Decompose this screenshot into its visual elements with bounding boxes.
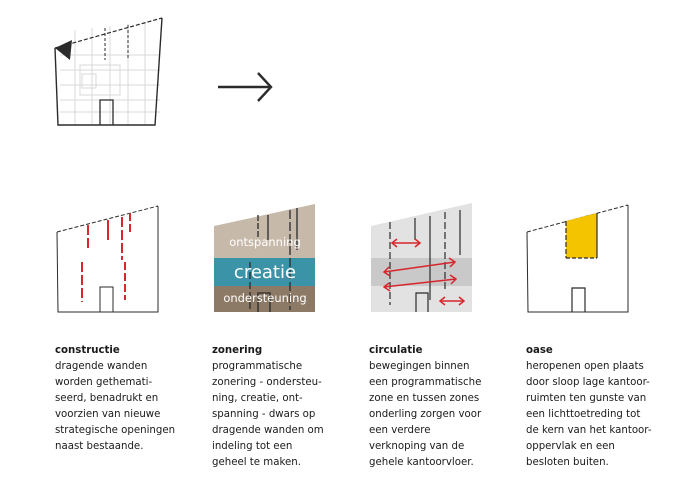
- zone-label-creatie: creatie: [233, 262, 297, 283]
- caption-body: programmatische zonering - ondersteu- ning, creatie, ont- spanning - dwars op dragende wanden om indeling tot een geheel te maken.: [212, 361, 324, 468]
- caption-title: oase: [526, 345, 553, 356]
- caption-zonering: [212, 343, 362, 471]
- caption-body: heropenen open plaats door sloop lage kantoor- ruimten ten gunste van een lichttoetreding tot de kern van het kantoor- oppervlak en een besloten buiten.: [526, 361, 652, 468]
- plan-constructie: [57, 206, 158, 312]
- existing-floor-plan: [55, 18, 162, 125]
- caption-title: circulatie: [369, 345, 423, 356]
- arrow-right-icon: [218, 73, 271, 101]
- caption-constructie: [55, 343, 205, 455]
- plan-zonering: [214, 204, 315, 312]
- caption-body: bewegingen binnen een programmatische zone en tussen zones onderling zorgen voor een verdere verknoping van de gehele kantoorvloer.: [369, 361, 482, 468]
- zone-label-ondersteuning: ondersteuning: [223, 291, 307, 305]
- zone-label-ontspanning: ontspanning: [229, 235, 301, 249]
- zone-ontspanning: [214, 204, 315, 258]
- oasis-courtyard: [566, 213, 597, 258]
- load-bearing-walls: [82, 213, 130, 302]
- plan-circulatie: [371, 203, 472, 312]
- caption-title: constructie: [55, 345, 120, 356]
- caption-oase: [526, 343, 676, 471]
- caption-body: dragende wanden worden gethemati- seerd, benadrukt en voorzien van nieuwe strategische openingen naast bestaande.: [55, 361, 176, 452]
- caption-title: zonering: [212, 345, 263, 356]
- caption-circulatie: [369, 343, 519, 471]
- plan-oase: [527, 205, 628, 312]
